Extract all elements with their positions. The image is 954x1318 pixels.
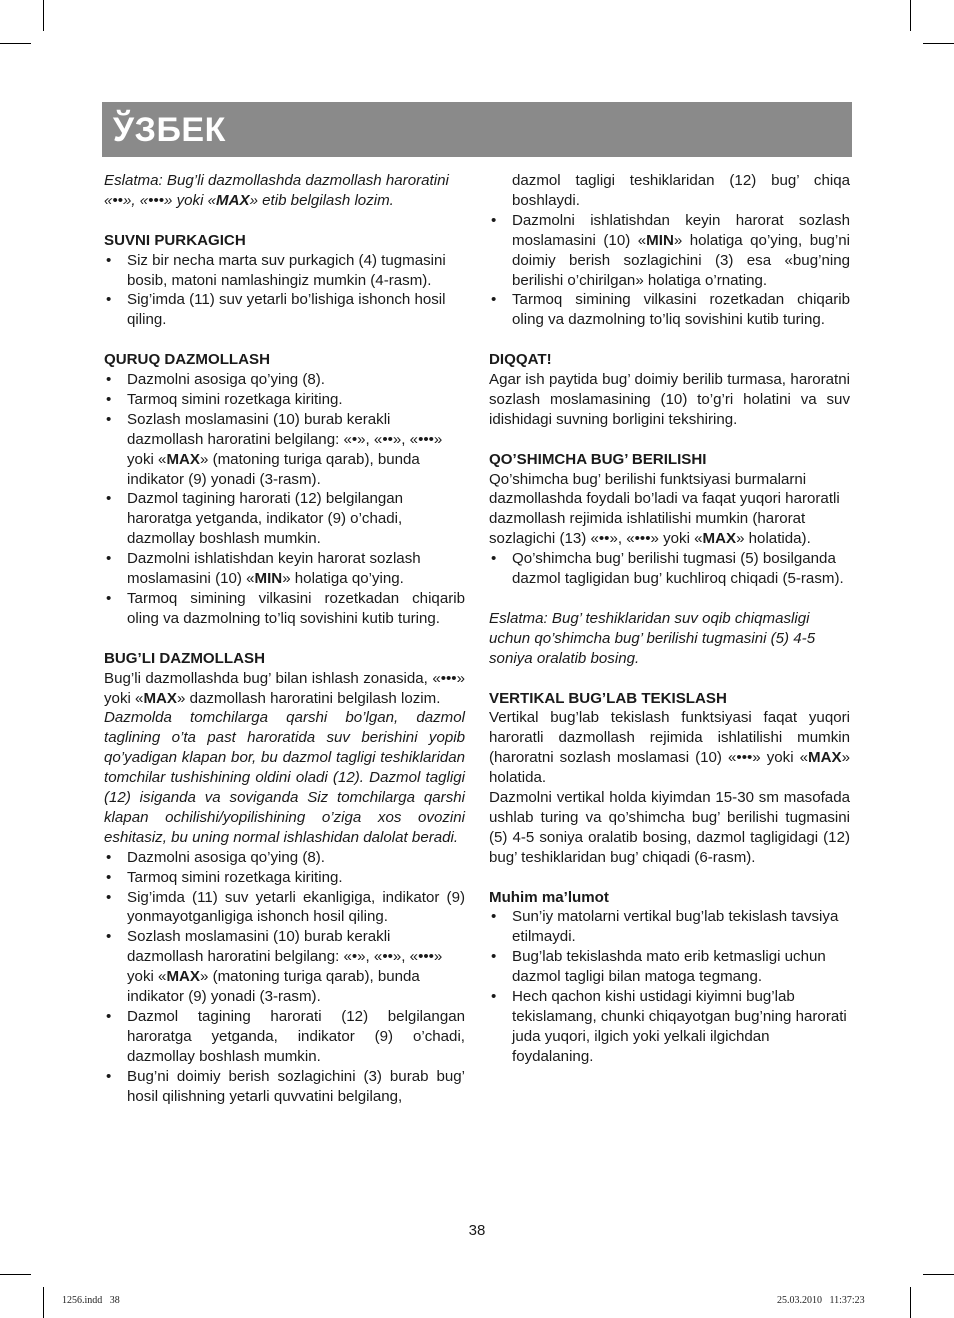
list-item: • Tarmoq simining vilkasini rozetkadan chiqarib oling va dazmolning to’liq sovishini kutib turing. [489, 290, 850, 330]
crop-mark [923, 1274, 954, 1275]
list-item: • Dazmolni ishlatishdan keyin harorat sozlash moslamasini (10) «MIN» holatiga qo’ying, bug’ni doimiy berish sozlagichini (3) esa «bug’ning berilishi o’chirilgan» holatiga o’rnating. [489, 211, 850, 291]
list-item: • Sozlash moslamasini (10) burab kerakli dazmollash haroratini belgilang: «•», «••», «•••» yoki «MAX» (matoning turiga qarab), bunda indikator (9) yonadi (3-rasm). [104, 410, 465, 490]
list-item: • Dazmol tagining harorati (12) belgilangan haroratga yetganda, indikator (9) o’chadi, dazmollay boshlash mumkin. [104, 1007, 465, 1067]
list-item: • Hech qachon kishi ustidagi kiyimni bug’lab tekislamang, chunki chiqayotgan bug’ning harorati juda yuqori, ilgich yoki yelkali ilgichdan foydalaning. [489, 987, 850, 1067]
max-setting: MAX [166, 968, 200, 986]
vertical-steam-text-1: Vertikal bug’lab tekislash funktsiyasi faqat yuqori haroratli dazmollash rejimida ishlatilishi mumkin (haroratni sozlash moslamasi (10) «•••» yoki «MAX» holatida. [489, 709, 850, 787]
left-column [104, 171, 465, 1107]
right-column [489, 171, 850, 1067]
min-setting: MIN [254, 570, 283, 588]
max-setting: MAX [166, 450, 200, 468]
section-title-attention: DIQQAT! [489, 351, 552, 369]
footer-file-info: 1256.indd 38 [62, 1295, 120, 1306]
page-title: ЎЗБЕК [113, 111, 226, 149]
steam-ironing-list-continued [489, 211, 850, 330]
max-setting: MAX [216, 191, 250, 209]
page-number: 38 [468, 1222, 486, 1239]
list-item: • Sozlash moslamasini (10) burab kerakli dazmollash haroratini belgilang: «•», «••», «•••» yoki «MAX» (matoning turiga qarab), bunda indikator (9) yonadi (3-rasm). [104, 927, 465, 1007]
list-item: • Dazmolni asosiga qo’ying (8). [104, 370, 465, 390]
language-banner [102, 102, 852, 157]
crop-mark [910, 1287, 911, 1318]
list-item: • Sig’imda (11) suv yetarli bo’lishiga ishonch hosil qiling. [104, 290, 465, 330]
dry-ironing-list [104, 370, 465, 629]
section-title-spray: SUVNI PURKAGICH [104, 231, 246, 249]
section-title-steam-ironing: BUG’LI DAZMOLLASH [104, 649, 265, 667]
list-item: • Tarmoq simini rozetkaga kiriting. [104, 868, 465, 888]
steam-ironing-continued: dazmol tagligi teshiklaridan (12) bug’ chiqa boshlaydi. [512, 172, 850, 209]
list-item: • Tarmoq simini rozetkaga kiriting. [104, 390, 465, 410]
list-item: • Bug’lab tekislashda mato erib ketmasligi uchun dazmol tagligi bilan matoga tegmang. [489, 947, 850, 987]
section-title-important: Muhim ma’lumot [489, 888, 609, 906]
section-title-vertical-steam: VERTIKAL BUG’LAB TEKISLASH [489, 689, 727, 707]
list-item: • Dazmol tagining harorati (12) belgilangan haroratga yetganda, indikator (9) o’chadi, dazmollay boshlash mumkin. [104, 489, 465, 549]
attention-text: Agar ish paytida bug’ doimiy berilib turmasa, haroratni sozlash moslamasining (10) to’g’ri holatini va suv idishidagi suvning borligini tekshiring. [489, 371, 850, 428]
min-setting: MIN [646, 231, 674, 249]
crop-mark [0, 1274, 31, 1275]
footer-datetime: 25.03.2010 11:37:23 [777, 1295, 865, 1306]
steam-boost-list [489, 549, 850, 589]
list-item: • Bug’ni doimiy berish sozlagichini (3) burab bug’ hosil qilishning yetarli quvvatini belgilang, [104, 1067, 465, 1107]
note-steam-boost: Eslatma: Bug’ teshiklaridan suv oqib chiqmasligi uchun qo’shimcha bug’ berilishi tugmasini (5) 4-5 soniya oralatib bosing. [489, 609, 816, 667]
max-setting: MAX [808, 749, 842, 767]
important-list [489, 907, 850, 1066]
steam-ironing-intro: Bug’li dazmollashda bug’ bilan ishlash zonasida, «•••» yoki «MAX» dazmollash haroratini belgilash lozim. [104, 669, 465, 707]
spray-list [104, 251, 465, 331]
anti-drip-note: Dazmolda tomchilarga qarshi bo’lgan, dazmol taglining o’ta past haroratida suv berishini yopib qo’yadigan klapan bor, bu dazmol tagligi teshiklaridan tomchilar tushishining oldini oladi (12). Dazmol tagligi (12) isiganda va soviganda Siz tomchilarga qarshi klapan ochilishi/yopilishining o’ziga xos ovozini eshitasiz, bu uning normal ishlashidan dalolat beradi. [104, 709, 465, 846]
list-item: • Siz bir necha marta suv purkagich (4) tugmasini bosib, matoni namlashingiz mumkin (4-rasm). [104, 251, 465, 291]
crop-mark [923, 43, 954, 44]
crop-mark [0, 43, 31, 44]
list-item: • Dazmolni asosiga qo’ying (8). [104, 848, 465, 868]
section-title-dry-ironing: QURUQ DAZMOLLASH [104, 351, 271, 369]
section-title-steam-boost: QO’SHIMCHA BUG’ BERILISHI [489, 450, 707, 468]
list-item: • Sig’imda (11) suv yetarli ekanligiga, indikator (9) yonmayotganligiga ishonch hosil qiling. [104, 888, 465, 928]
list-item: • Sun’iy matolarni vertikal bug’lab tekislash tavsiya etilmaydi. [489, 907, 850, 947]
crop-mark [43, 0, 44, 31]
crop-mark [43, 1287, 44, 1318]
note-steam-temperature: Eslatma: Bug’li dazmollashda dazmollash haroratini «••», «•••» yoki «MAX» etib belgilash lozim. [104, 172, 449, 209]
list-item: • Qo’shimcha bug’ berilishi tugmasi (5) bosilganda dazmol tagligidan bug’ kuchliroq chiqadi (5-rasm). [489, 549, 850, 589]
steam-boost-text: Qo’shimcha bug’ berilishi funktsiyasi burmalarni dazmollashda foydali bo’ladi va faqat yuqori haroratli dazmollash rejimida ishlatilishi mumkin (harorat sozlagichi (13) «••», «•••» yoki «MAX» holatida). [489, 470, 840, 548]
max-setting: MAX [702, 530, 737, 548]
vertical-steam-text-2: Dazmolni vertikal holda kiyimdan 15-30 sm masofada ushlab turing va qo’shimcha bug’ berilishi tugmasini (5) 4-5 soniya oralatib bosing, dazmol tagligidagi (12) bug’ teshiklaridan bug’ chiqadi (6-rasm). [489, 789, 850, 866]
list-item: • Dazmolni ishlatishdan keyin harorat sozlash moslamasini (10) «MIN» holatiga qo’ying. [104, 549, 465, 589]
list-item: • Tarmoq simining vilkasini rozetkadan chiqarib oling va dazmolning to’liq sovishini kutib turing. [104, 589, 465, 629]
crop-mark [910, 0, 911, 31]
steam-ironing-list [104, 848, 465, 1107]
max-setting: MAX [143, 689, 177, 707]
